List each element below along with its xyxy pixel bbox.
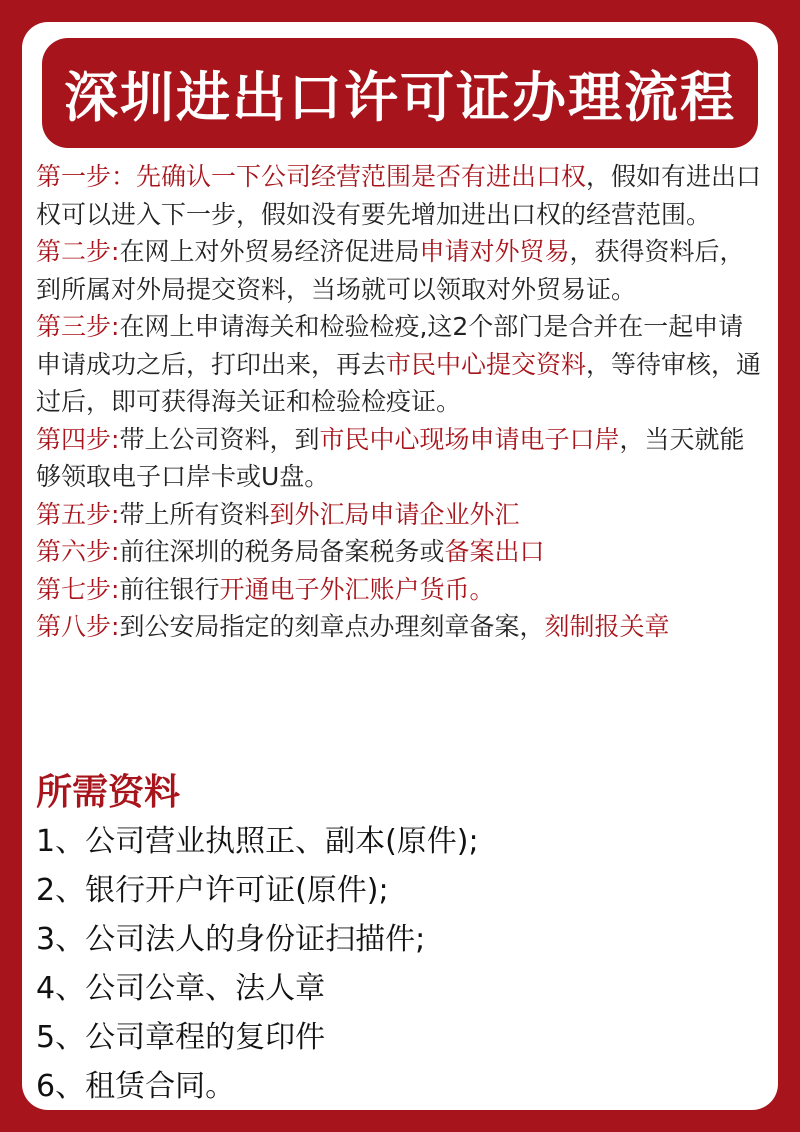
step-text: 开通电子外汇账户货币。 [219, 574, 495, 604]
step-item [36, 571, 768, 609]
step-item [36, 421, 768, 496]
step-text: ，当天就能够领取电子口岸卡或U盘。 [36, 424, 745, 491]
step-label: 第一步： [36, 162, 137, 191]
step-label: 第六步: [36, 537, 120, 566]
step-text: 申请对外贸易 [419, 237, 570, 266]
step-item [36, 233, 768, 308]
step-label: 第二步: [36, 237, 120, 266]
step-text: 备案出口 [444, 537, 545, 566]
step-label: 第三步: [36, 312, 120, 341]
step-text: 到外汇局申请企业外汇 [269, 499, 520, 529]
step-item [36, 533, 768, 571]
content-card [22, 22, 778, 1110]
step-text: 带上公司资料，到 [119, 424, 320, 454]
step-text: 带上所有资料 [119, 499, 270, 529]
requirement-item: 1、公司营业执照正、副本(原件); [36, 824, 479, 859]
step-label: 第五步: [36, 499, 120, 529]
step-text: ，等待审核，通过后，即可获得海关证和检验检疫证。 [36, 349, 762, 416]
step-text: 市民中心提交资料 [386, 349, 587, 379]
step-label: 第八步: [36, 612, 120, 641]
requirements-list [36, 817, 756, 1110]
step-text: ，获得资料后，到所属对外局提交资料，当场就可以领取对外贸易证。 [36, 237, 745, 304]
requirement-item: 5、公司章程的复印件 [36, 1020, 326, 1055]
requirement-item: 2、银行开户许可证(原件); [36, 873, 389, 908]
step-text: 前往深圳的税务局备案税务或 [119, 537, 445, 566]
requirement-item: 3、公司法人的身份证扫描件; [36, 922, 426, 957]
step-text: 前往银行 [119, 574, 220, 604]
step-item [36, 608, 768, 646]
step-item [36, 158, 768, 233]
step-text: 刻制报关章 [544, 612, 670, 641]
step-text: 市民中心现场申请电子口岸 [319, 424, 620, 454]
step-text: 先确认一下公司经营范围是否有进出口权 [136, 162, 587, 191]
requirement-item: 4、公司公章、法人章 [36, 971, 326, 1006]
step-text: ，假如有进出口权可以进入下一步，假如没有要先增加进出口权的经营范围。 [36, 162, 762, 229]
step-text: 在网上申请海关和检验检疫,这2个部门是合并在一起申请申请成功之后，打印出来，再去 [36, 312, 744, 379]
page-title: 深圳进出口许可证办理流程 [64, 65, 736, 129]
step-item [36, 308, 768, 421]
requirements-heading: 所需资料 [36, 772, 181, 813]
step-label: 第四步: [36, 424, 120, 454]
step-text: 在网上对外贸易经济促进局 [119, 237, 420, 266]
steps-list [36, 158, 768, 646]
title-banner [42, 38, 758, 148]
step-label: 第七步: [36, 574, 120, 604]
step-text: 到公安局指定的刻章点办理刻章备案， [119, 612, 545, 641]
requirement-item: 6、租赁合同。 [36, 1069, 236, 1104]
step-item [36, 496, 768, 534]
